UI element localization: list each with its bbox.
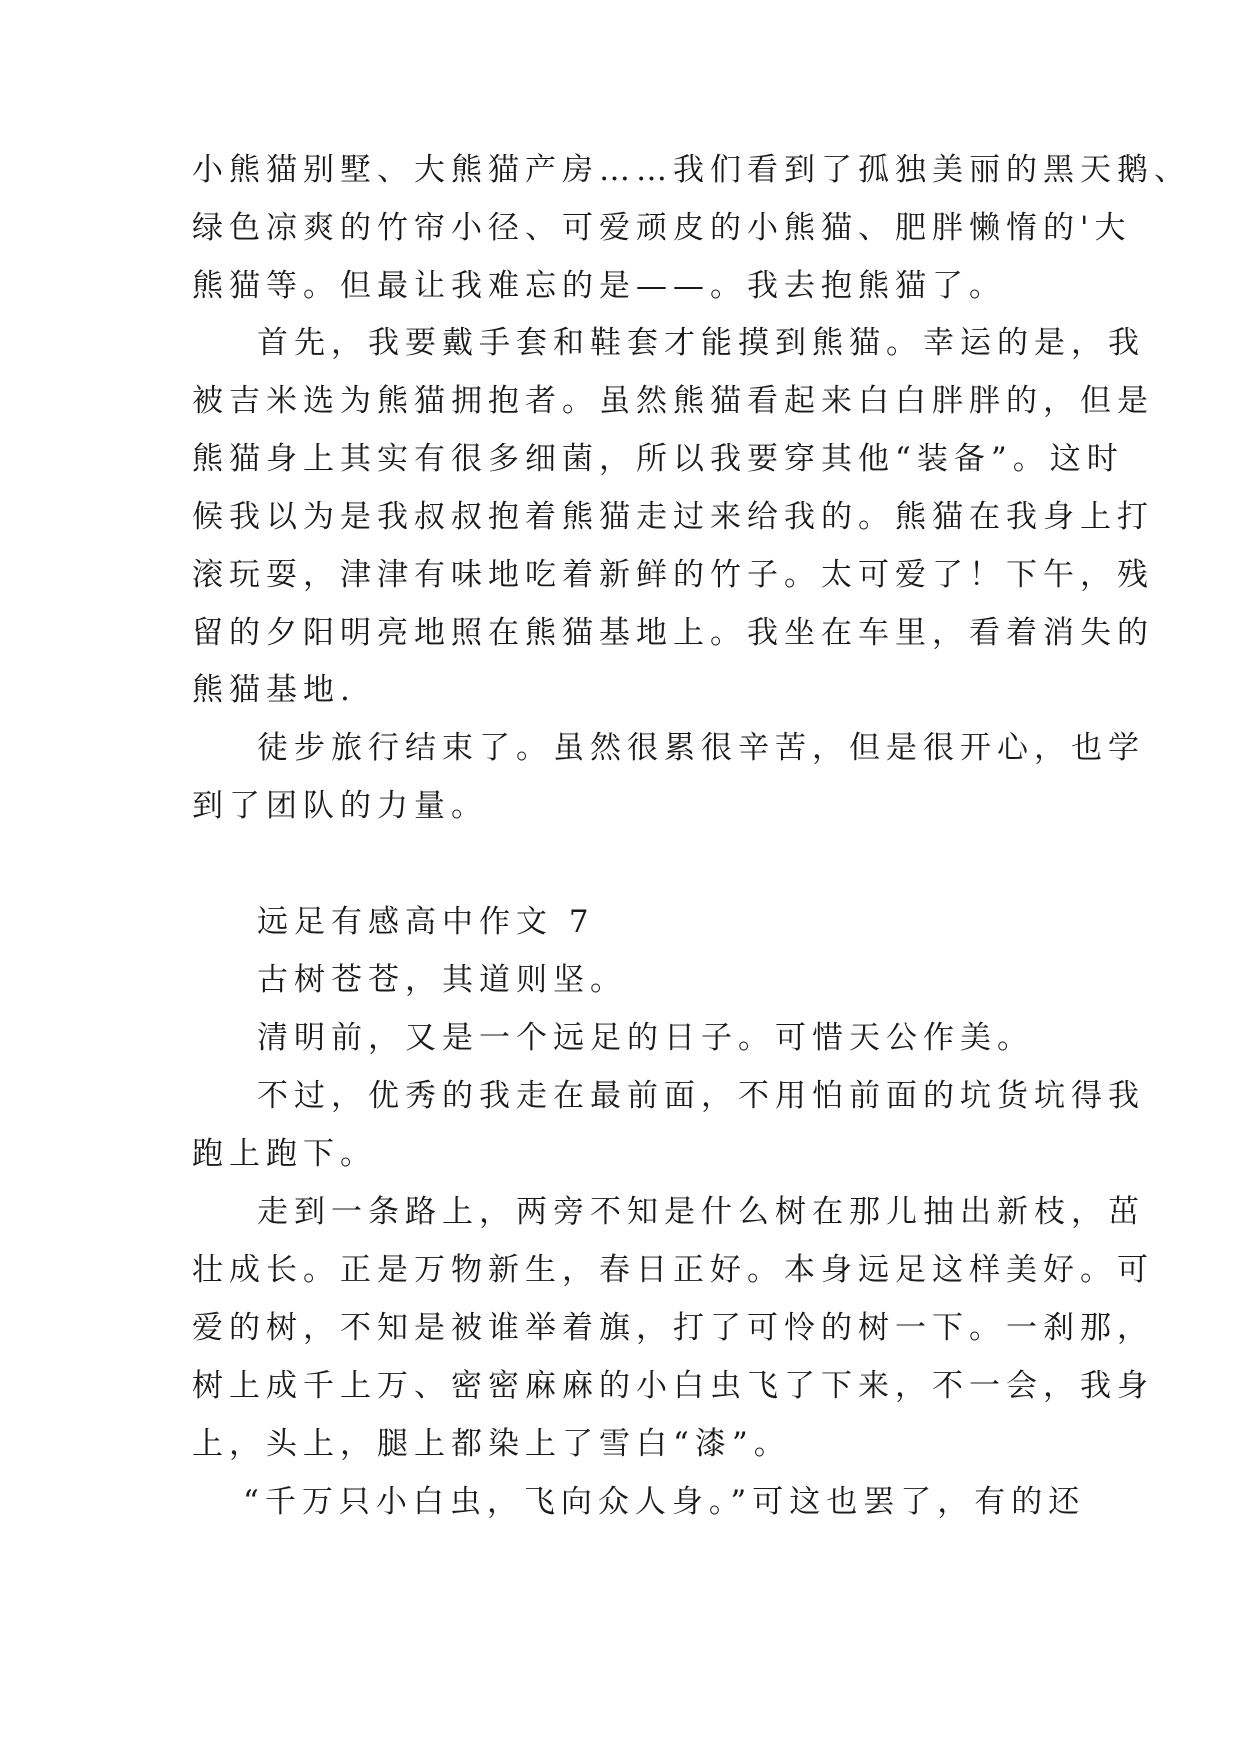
paragraph-line: 跑上跑下。 [192,1136,377,1172]
paragraph-line: 滚玩耍，津津有味地吃着新鲜的竹子。太可爱了！下午，残 [192,557,1154,593]
paragraph-line: “千万只小白虫，飞向众人身。”可这也罢了，有的还 [243,1484,1086,1520]
paragraph-line: 走到一条路上，两旁不知是什么树在那儿抽出新枝，茁 [257,1194,1145,1230]
paragraph-line: 首先，我要戴手套和鞋套才能摸到熊猫。幸运的是，我 [257,325,1145,361]
paragraph-line: 徒步旅行结束了。虽然很累很辛苦，但是很开心，也学 [257,730,1145,766]
paragraph-line: 熊猫等。但最让我难忘的是——。我去抱熊猫了。 [192,268,1006,304]
paragraph-line: 到了团队的力量。 [192,788,488,824]
paragraph-line: 爱的树，不知是被谁举着旗，打了可怜的树一下。一刹那， [192,1310,1154,1346]
paragraph-line: 候我以为是我叔叔抱着熊猫走过来给我的。熊猫在我身上打 [192,499,1154,535]
paragraph-line: 古树苍苍，其道则坚。 [257,962,627,998]
paragraph-line: 小熊猫别墅、大熊猫产房……我们看到了孤独美丽的黑天鹅、 [192,152,1191,188]
paragraph-line: 上，头上，腿上都染上了雪白“漆”。 [192,1426,791,1462]
paragraph-line: 被吉米选为熊猫拥抱者。虽然熊猫看起来白白胖胖的，但是 [192,383,1154,419]
paragraph-line: 树上成千上万、密密麻麻的小白虫飞了下来，不一会，我身 [192,1368,1154,1404]
paragraph-line: 熊猫基地. [192,672,356,708]
paragraph-line: 壮成长。正是万物新生，春日正好。本身远足这样美好。可 [192,1252,1154,1288]
paragraph-line: 熊猫身上其实有很多细菌，所以我要穿其他“装备”。这时 [192,441,1124,477]
paragraph-line: 留的夕阳明亮地照在熊猫基地上。我坐在车里，看着消失的 [192,615,1154,651]
paragraph-line: 不过，优秀的我走在最前面，不用怕前面的坑货坑得我 [257,1078,1145,1114]
essay-title: 远足有感高中作文 7 [257,904,595,940]
paragraph-line: 绿色凉爽的竹帘小径、可爱顽皮的小熊猫、肥胖懒惰的'大 [192,210,1132,246]
paragraph-line: 清明前，又是一个远足的日子。可惜天公作美。 [257,1020,1034,1056]
